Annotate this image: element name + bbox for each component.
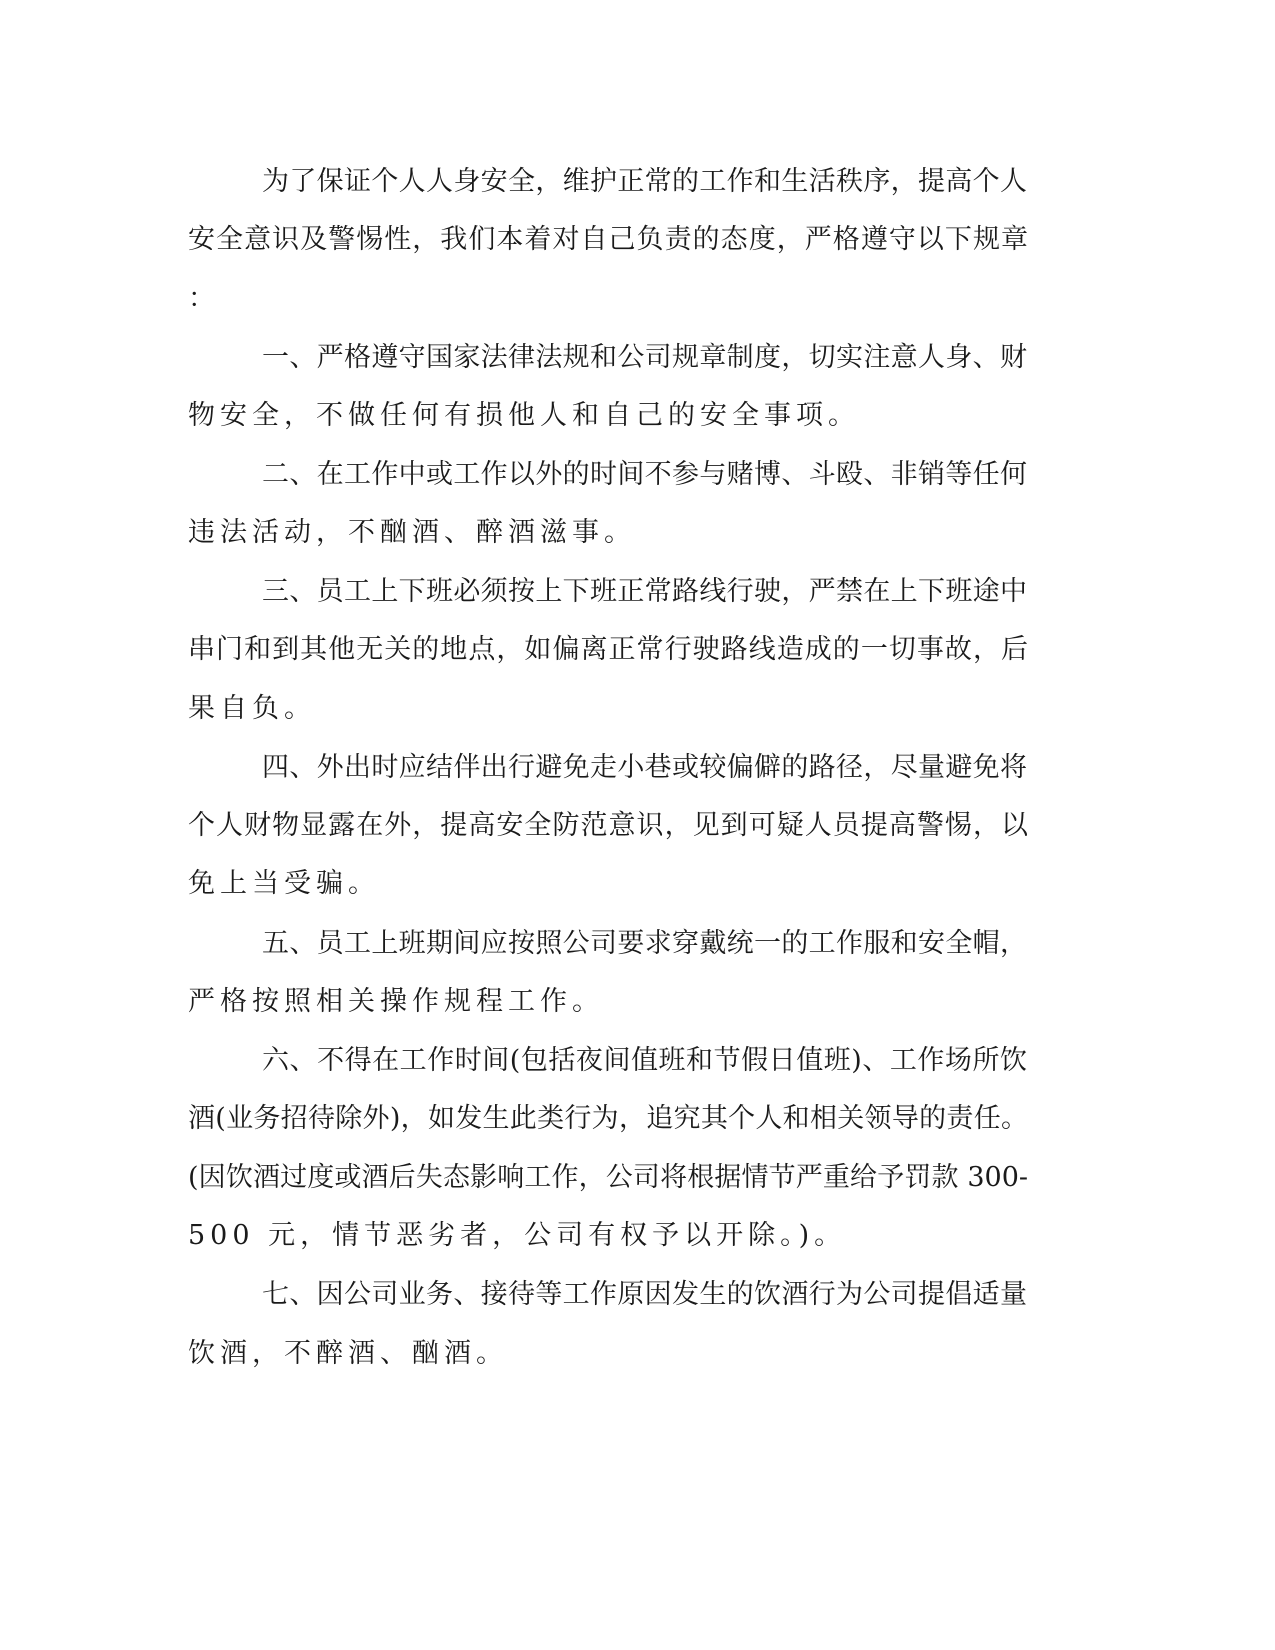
text-line: 五、员工上班期间应按照公司要求穿戴统一的工作服和安全帽， xyxy=(262,928,1027,959)
text-line: 免上当受骗。 xyxy=(188,868,380,899)
text-line: 酒(业务招待除外)，如发生此类行为，追究其个人和相关领导的责任。 xyxy=(188,1103,1028,1134)
text-line: 果自负。 xyxy=(188,693,316,724)
text-line: 500 元，情节恶劣者，公司有权予以开除。)。 xyxy=(188,1220,847,1251)
text-line: (因饮酒过度或酒后失态影响工作，公司将根据情节严重给予罚款 300- xyxy=(188,1162,1028,1193)
text-line: 安全意识及警惕性，我们本着对自己负责的态度，严格遵守以下规章 xyxy=(188,224,1028,255)
text-line: 三、员工上下班必须按上下班正常路线行驶，严禁在上下班途中 xyxy=(262,576,1027,607)
text-line: 七、因公司业务、接待等工作原因发生的饮酒行为公司提倡适量 xyxy=(262,1279,1027,1310)
text-line: 严格按照相关操作规程工作。 xyxy=(188,986,604,1017)
text-line: 一、严格遵守国家法律法规和公司规章制度，切实注意人身、财 xyxy=(262,342,1027,373)
text-line: 饮酒，不醉酒、酗酒。 xyxy=(188,1338,508,1369)
text-line: 六、不得在工作时间(包括夜间值班和节假日值班)、工作场所饮 xyxy=(262,1045,1027,1076)
text-line: 物安全，不做任何有损他人和自己的安全事项。 xyxy=(188,400,860,431)
text-line: 为了保证个人人身安全，维护正常的工作和生活秩序，提高个人 xyxy=(262,166,1027,197)
text-line: 违法活动，不酗酒、醉酒滋事。 xyxy=(188,517,636,548)
text-line: 个人财物显露在外，提高安全防范意识，见到可疑人员提高警惕，以 xyxy=(188,810,1028,841)
text-line: 二、在工作中或工作以外的时间不参与赌博、斗殴、非销等任何 xyxy=(262,459,1027,490)
text-line: 四、外出时应结伴出行避免走小巷或较偏僻的路径，尽量避免将 xyxy=(262,752,1027,783)
text-line: ： xyxy=(188,283,220,314)
text-line: 串门和到其他无关的地点，如偏离正常行驶路线造成的一切事故，后 xyxy=(188,634,1028,665)
